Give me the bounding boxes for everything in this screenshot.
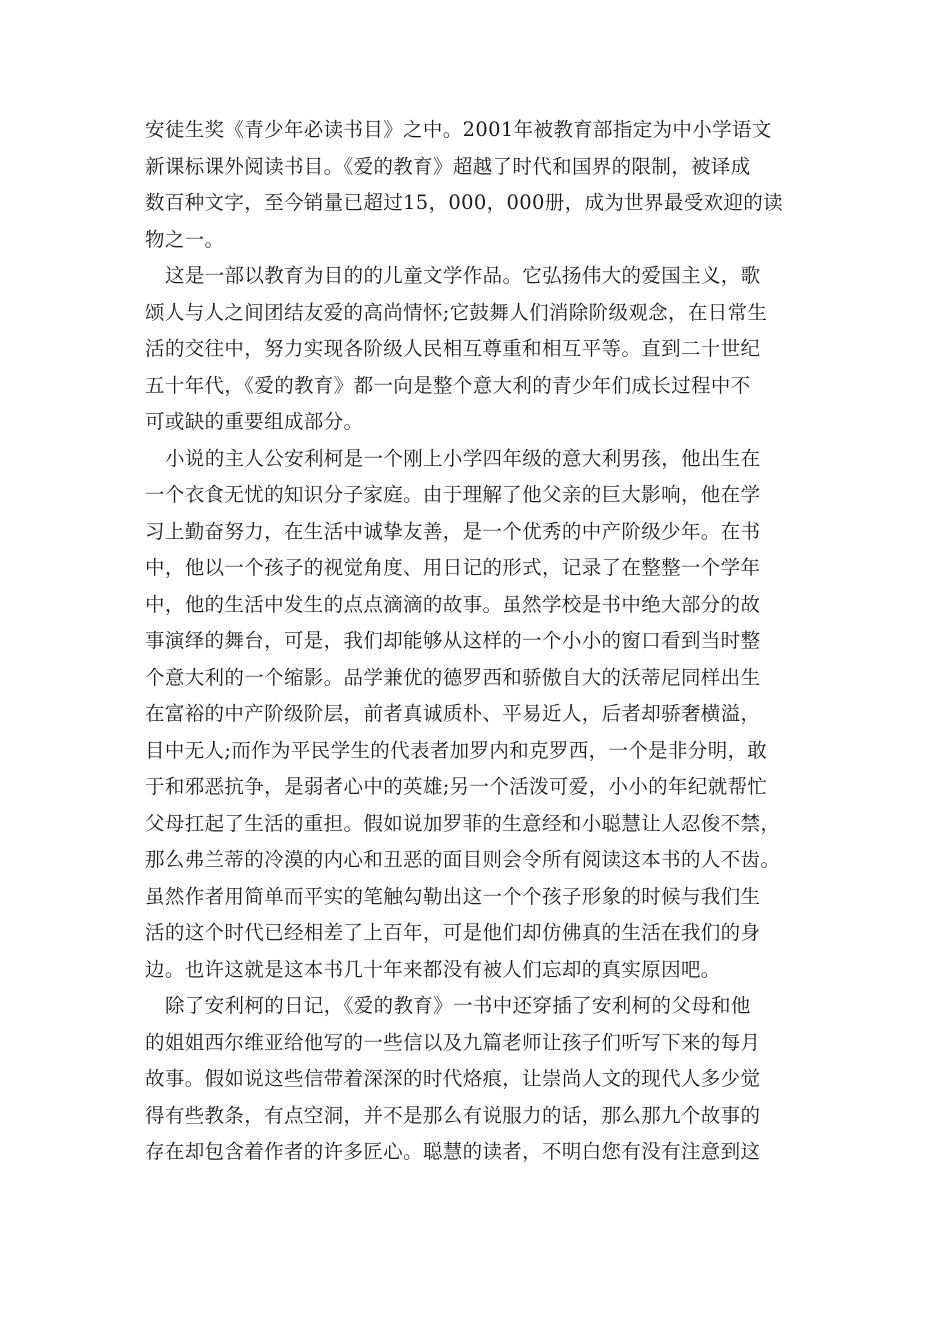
text-line: 安徒生奖《青少年必读书目》之中。2001年被教育部指定为中小学语文 (145, 118, 772, 141)
text-line: 个意大利的一个缩影。品学兼优的德罗西和骄傲自大的沃蒂尼同样出生 (145, 665, 761, 689)
text-line: 物之一。 (145, 227, 225, 251)
body-text (145, 112, 797, 1171)
text-line: 的姐姐西尔维亚给他写的一些信以及九篇老师让孩子们听写下来的每月 (145, 1030, 761, 1054)
text-line: 虽然作者用简单而平实的笔触勾勒出这一个个孩子形象的时候与我们生 (145, 884, 761, 908)
paragraph-4 (145, 988, 797, 1171)
text-line: 除了安利柯的日记，《爱的教育》一书中还穿插了安利柯的父母和他 (165, 994, 751, 1017)
paragraph-1 (145, 112, 797, 258)
text-line: 边。也许这就是这本书几十年来都没有被人们忘却的真实原因吧。 (145, 957, 721, 981)
text-line: 中，他以一个孩子的视觉角度、用日记的形式，记录了在整整一个学年 (145, 556, 761, 579)
text-line: 事演绎的舞台，可是，我们却能够从这样的一个小小的窗口看到当时整 (145, 629, 761, 652)
text-line: 五十年代，《爱的教育》都一向是整个意大利的青少年们成长过程中不 (145, 373, 751, 397)
text-line: 一个衣食无忧的知识分子家庭。由于理解了他父亲的巨大影响，他在学 (145, 483, 761, 506)
text-line: 得有些教条，有点空洞，并不是那么有说服力的话，那么那九个故事的 (145, 1103, 761, 1127)
text-line: 于和邪恶抗争，是弱者心中的英雄;另一个活泼可爱，小小的年纪就帮忙 (145, 775, 768, 798)
text-line: 数百种文字，至今销量已超过15，000，000册，成为世界最受欢迎的读 (145, 191, 784, 214)
text-line: 颂人与人之间团结友爱的高尚情怀;它鼓舞人们消除阶级观念，在日常生 (145, 300, 768, 324)
text-line: 故事。假如说这些信带着深深的时代烙痕，让崇尚人文的现代人多少觉 (145, 1067, 761, 1090)
text-line: 习上勤奋努力，在生活中诚挚友善，是一个优秀的中产阶级少年。在书 (145, 519, 761, 543)
paragraph-3 (145, 441, 797, 989)
paragraph-2 (145, 258, 797, 441)
text-line: 中，他的生活中发生的点点滴滴的故事。虽然学校是书中绝大部分的故 (145, 592, 761, 616)
text-line: 父母扛起了生活的重担。假如说加罗菲的生意经和小聪慧让人忍俊不禁， (145, 811, 781, 835)
text-line: 活的这个时代已经相差了上百年，可是他们却仿佛真的生活在我们的身 (145, 921, 761, 944)
text-line: 目中无人;而作为平民学生的代表者加罗内和克罗西，一个是非分明，敢 (145, 738, 768, 762)
text-line: 这是一部以教育为目的的儿童文学作品。它弘扬伟大的爱国主义，歌 (165, 264, 761, 287)
text-line: 小说的主人公安利柯是一个刚上小学四年级的意大利男孩，他出生在 (165, 446, 761, 470)
text-line: 存在却包含着作者的许多匠心。聪慧的读者，不明白您有没有注意到这 (145, 1140, 761, 1163)
text-line: 可或缺的重要组成部分。 (145, 410, 364, 433)
text-line: 新课标课外阅读书目。《爱的教育》超越了时代和国界的限制，被译成 (145, 154, 751, 178)
text-line: 那么弗兰蒂的冷漠的内心和丑恶的面目则会令所有阅读这本书的人不齿。 (145, 848, 781, 871)
text-line: 在富裕的中产阶级阶层，前者真诚质朴、平易近人，后者却骄奢横溢， (145, 702, 761, 725)
text-line: 活的交往中，努力实现各阶级人民相互尊重和相互平等。直到二十世纪 (145, 337, 761, 360)
